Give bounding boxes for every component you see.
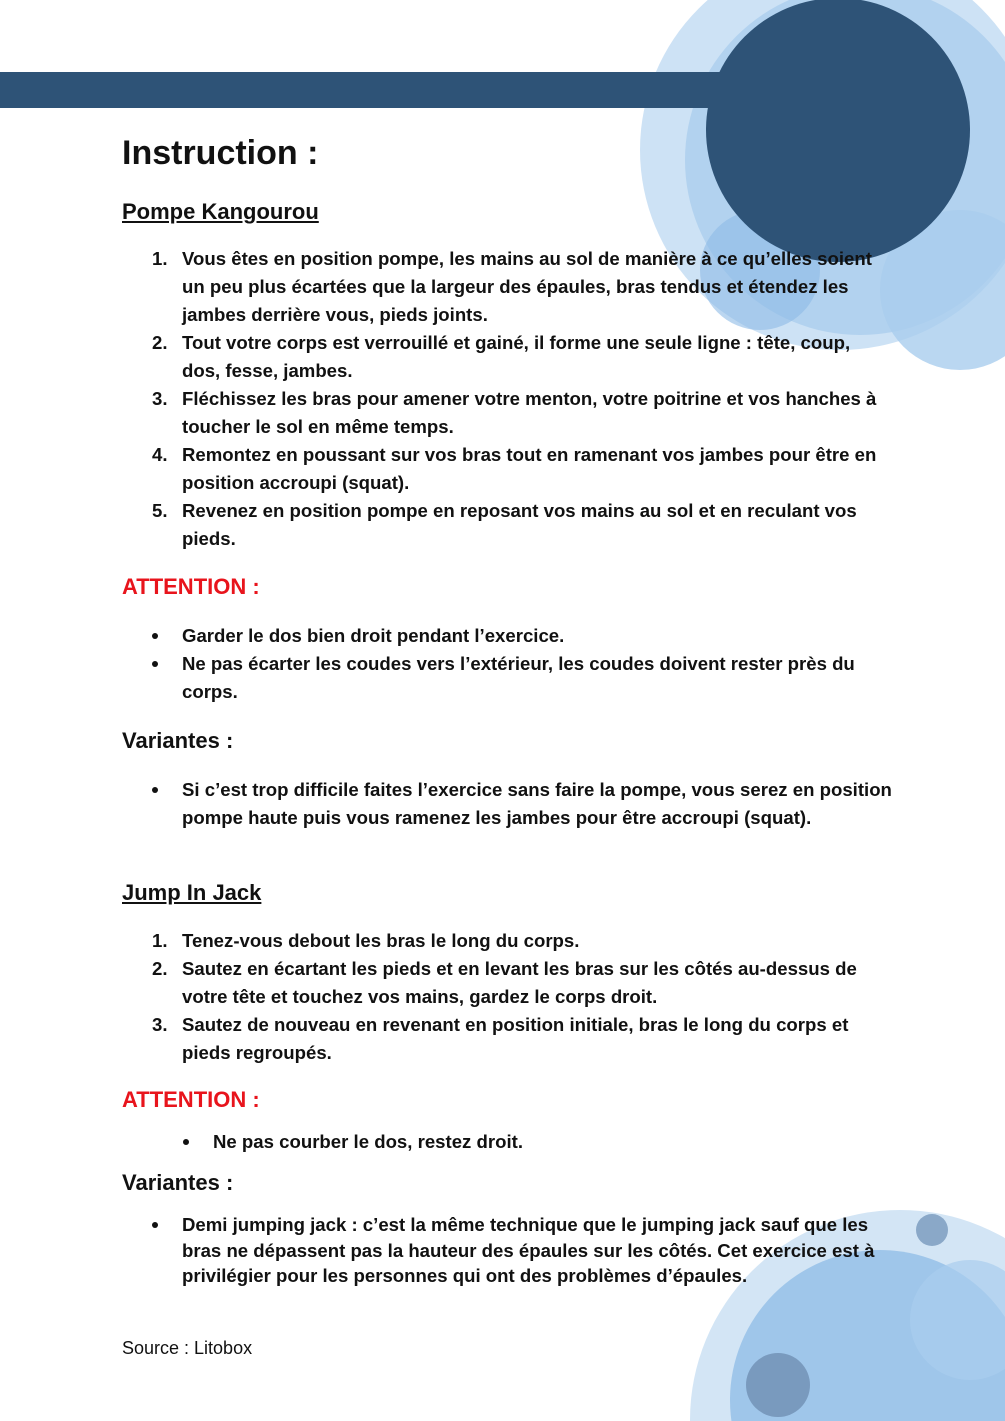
list-item: Ne pas courber le dos, restez droit. [122, 1128, 892, 1156]
list-item: Demi jumping jack : c’est la même technique que le jumping jack sauf que les bras ne dépassent pas la hauteur des épaules sur les côtés. Cet exercice est à privilégier pour les personnes qui ont des problèmes d’épaules. [122, 1212, 892, 1289]
variantes-heading: Variantes : [122, 1170, 234, 1195]
attention-list [122, 1128, 892, 1156]
list-item: Ne pas écarter les coudes vers l’extérieur, les coudes doivent rester près du corps. [122, 650, 892, 706]
bullet-icon [152, 633, 158, 639]
attention-heading: ATTENTION : [122, 1087, 260, 1112]
list-item: 2. Sautez en écartant les pieds et en levant les bras sur les côtés au-dessus de votre tête et touchez vos mains, gardez le corps droit. [152, 958, 857, 1007]
list-item: Garder le dos bien droit pendant l’exercice. [122, 622, 892, 650]
header-band [0, 72, 720, 108]
list-item: 5. Revenez en position pompe en reposant vos mains au sol et en reculant vos pieds. [152, 500, 857, 549]
bullet-icon [152, 1222, 158, 1228]
section-heading-pompe-kangourou: Pompe Kangourou [122, 199, 319, 224]
source-note: Source : Litobox [122, 1338, 253, 1358]
list-item: 1. Vous êtes en position pompe, les mains au sol de manière à ce qu’elles soient un peu plus écartées que la largeur des épaules, bras tendus et étendez les jambes derrière vous, pieds joints. [152, 248, 872, 325]
list-item: Si c’est trop difficile faites l’exercice sans faire la pompe, vous serez en position pompe haute puis vous ramenez les jambes pour être accroupi (squat). [122, 776, 892, 832]
attention-heading: ATTENTION : [122, 574, 260, 599]
steps-list-jump-in-jack [122, 927, 892, 1067]
variantes-list [122, 1212, 892, 1289]
list-item: 3. Fléchissez les bras pour amener votre menton, votre poitrine et vos hanches à toucher le sol en même temps. [152, 388, 877, 437]
list-item: 1. Tenez-vous debout les bras le long du corps. [152, 930, 580, 951]
page-title: Instruction : [122, 134, 319, 172]
bullet-icon [183, 1139, 189, 1145]
list-item: 2. Tout votre corps est verrouillé et gainé, il forme une seule ligne : tête, coup, dos, fesse, jambes. [152, 332, 851, 381]
variantes-heading: Variantes : [122, 728, 234, 753]
variantes-list [122, 776, 892, 832]
steps-list-pompe-kangourou [122, 245, 892, 553]
section-heading-jump-in-jack: Jump In Jack [122, 880, 262, 905]
list-item: 3. Sautez de nouveau en revenant en position initiale, bras le long du corps et pieds regroupés. [152, 1014, 849, 1063]
attention-list [122, 622, 892, 706]
list-item: 4. Remontez en poussant sur vos bras tout en ramenant vos jambes pour être en position accroupi (squat). [152, 444, 877, 493]
bullet-icon [152, 661, 158, 667]
bullet-icon [152, 787, 158, 793]
